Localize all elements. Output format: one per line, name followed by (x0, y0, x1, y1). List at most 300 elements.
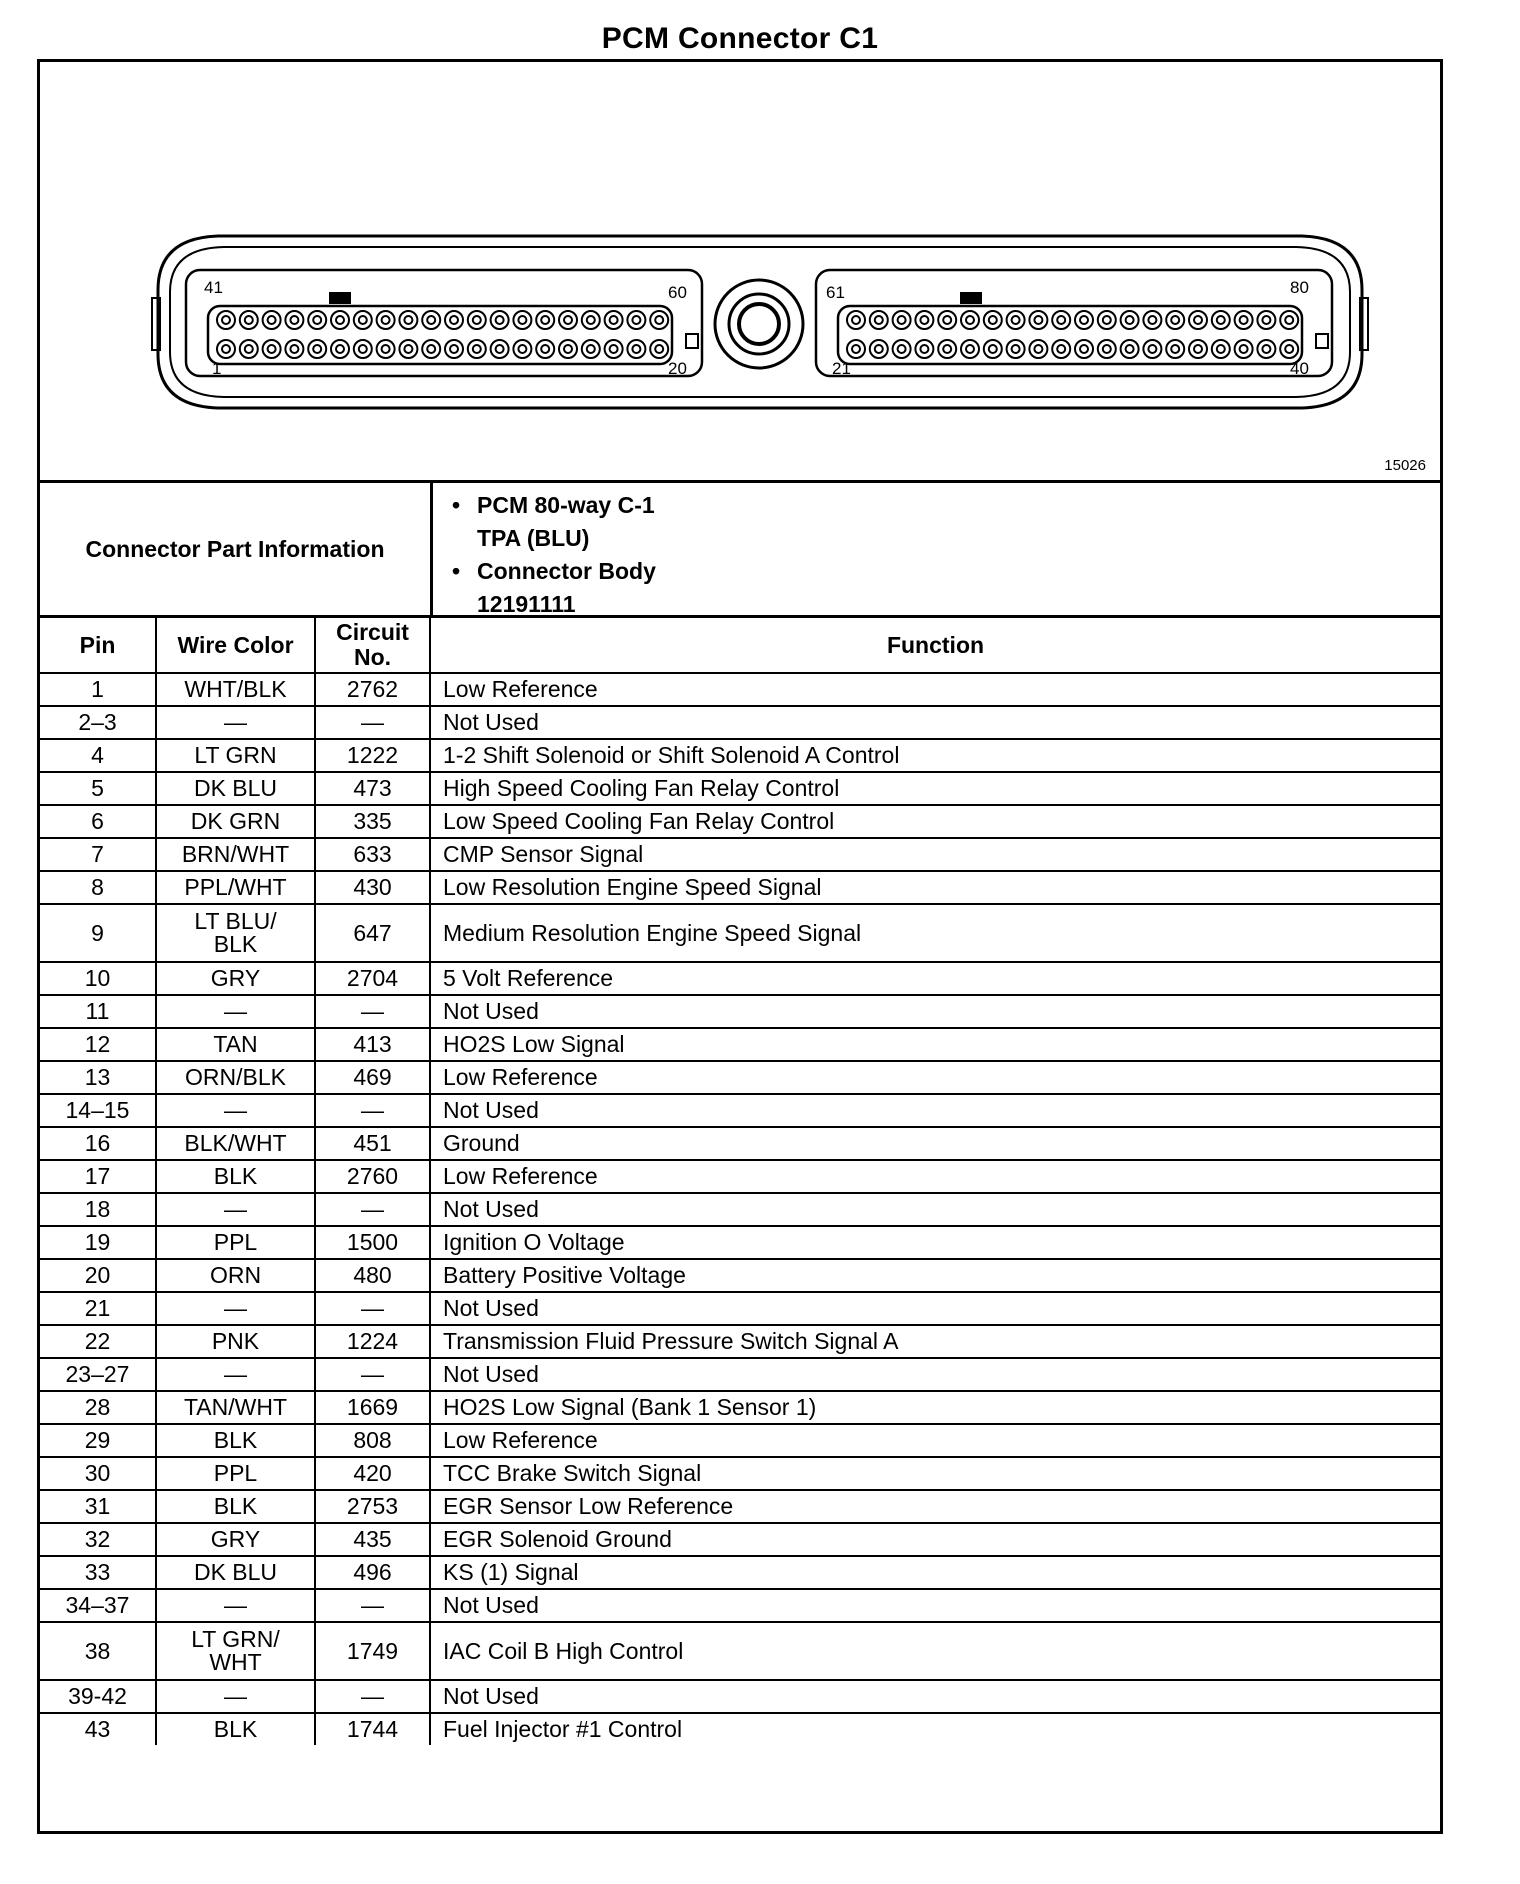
table-row (40, 739, 1440, 772)
pin-hole (1166, 340, 1184, 358)
function-cell: Not Used (430, 1589, 1440, 1622)
pin-hole-center (541, 345, 549, 353)
table-row (40, 1358, 1440, 1391)
wire-color-cell: — (156, 1589, 315, 1622)
pin-label-40: 40 (1290, 359, 1309, 378)
circuit-cell: 469 (315, 1061, 430, 1094)
pin-label-20: 20 (668, 359, 687, 378)
table-row (40, 1226, 1440, 1259)
bullet-icon: • (452, 558, 461, 584)
circuit-cell: 1224 (315, 1325, 430, 1358)
pin-hole (893, 311, 911, 329)
pin-cell: 14–15 (40, 1094, 156, 1127)
pin-hole (582, 311, 600, 329)
pin-hole-center (966, 345, 974, 353)
pin-hole (1257, 340, 1275, 358)
pin-hole-center (1194, 316, 1202, 324)
pin-cell: 5 (40, 772, 156, 805)
circuit-cell: 451 (315, 1127, 430, 1160)
pin-hole (605, 340, 623, 358)
pin-hole (627, 340, 645, 358)
wire-color-cell: PPL/WHT (156, 871, 315, 904)
pin-hole (354, 340, 372, 358)
pin-hole (938, 311, 956, 329)
pin-hole-center (222, 316, 230, 324)
pin-hole (399, 311, 417, 329)
pin-hole-center (1171, 316, 1179, 324)
header-circuit-line2: No. (353, 644, 392, 670)
pin-hole (1280, 311, 1298, 329)
table-row (40, 805, 1440, 838)
function-cell: EGR Solenoid Ground (430, 1523, 1440, 1556)
part-info-item (452, 489, 656, 522)
pin-hole-center (518, 316, 526, 324)
pin-cell: 17 (40, 1160, 156, 1193)
wire-color-cell: LT GRN (156, 739, 315, 772)
pin-hole (445, 340, 463, 358)
pin-cell: 19 (40, 1226, 156, 1259)
pin-hole (468, 340, 486, 358)
connector-sheet (37, 59, 1443, 1834)
pin-label-80: 80 (1290, 278, 1309, 297)
wire-color-cell: BLK/WHT (156, 1127, 315, 1160)
pin-cell: 20 (40, 1259, 156, 1292)
pin-cell: 9 (40, 904, 156, 962)
function-cell: 5 Volt Reference (430, 962, 1440, 995)
pin-hole (627, 311, 645, 329)
table-row (40, 1094, 1440, 1127)
wire-color-cell: BLK (156, 1424, 315, 1457)
pin-hole (1098, 311, 1116, 329)
connector-outer-shell (158, 236, 1362, 408)
pin-hole (354, 311, 372, 329)
table-row (40, 1490, 1440, 1523)
pin-cell: 39-42 (40, 1680, 156, 1713)
circuit-cell: 1222 (315, 739, 430, 772)
table-row (40, 838, 1440, 871)
circuit-cell: 647 (315, 904, 430, 962)
pin-cell: 18 (40, 1193, 156, 1226)
pin-cell: 1 (40, 673, 156, 706)
table-row (40, 1713, 1440, 1745)
pin-hole (331, 340, 349, 358)
connector-part-info-label: Connector Part Information (40, 483, 433, 615)
pin-hole (1075, 311, 1093, 329)
table-row (40, 904, 1440, 962)
pin-hole (847, 311, 865, 329)
wire-color-cell: DK GRN (156, 805, 315, 838)
wire-color-cell: PNK (156, 1325, 315, 1358)
pinout-table (40, 618, 1440, 1745)
pin-hole (1029, 311, 1047, 329)
pin-hole-center (450, 316, 458, 324)
wire-color-line: LT BLU/ (194, 908, 277, 934)
pin-hole-center (1240, 316, 1248, 324)
table-row (40, 1259, 1440, 1292)
wire-color-cell (156, 904, 315, 962)
pin-hole-center (427, 316, 435, 324)
pin-hole-center (222, 345, 230, 353)
pin-hole-center (1080, 316, 1088, 324)
pin-hole-center (496, 316, 504, 324)
pin-hole-center (518, 345, 526, 353)
circuit-cell: 480 (315, 1259, 430, 1292)
pin-hole-center (852, 316, 860, 324)
table-row (40, 995, 1440, 1028)
pin-cell: 6 (40, 805, 156, 838)
pin-hole-center (268, 316, 276, 324)
function-cell: Not Used (430, 1680, 1440, 1713)
pin-hole (217, 340, 235, 358)
pin-hole-center (313, 345, 321, 353)
pin-hole (513, 340, 531, 358)
function-cell: Low Resolution Engine Speed Signal (430, 871, 1440, 904)
pin-hole-center (1285, 316, 1293, 324)
table-row (40, 1622, 1440, 1680)
table-row (40, 1028, 1440, 1061)
table-header-row (40, 618, 1440, 673)
function-cell: Low Reference (430, 1160, 1440, 1193)
circuit-cell: 413 (315, 1028, 430, 1061)
table-row (40, 1061, 1440, 1094)
function-cell: 1-2 Shift Solenoid or Shift Solenoid A Control (430, 739, 1440, 772)
pin-hole-center (1194, 345, 1202, 353)
pin-hole (582, 340, 600, 358)
table-row (40, 1292, 1440, 1325)
pin-hole-center (943, 345, 951, 353)
pin-hole (961, 311, 979, 329)
wire-color-cell: GRY (156, 962, 315, 995)
pin-hole (1257, 311, 1275, 329)
table-row (40, 1680, 1440, 1713)
pin-hole (217, 311, 235, 329)
pin-hole (422, 311, 440, 329)
wire-color-cell: — (156, 1094, 315, 1127)
circuit-cell: 2762 (315, 673, 430, 706)
function-cell: Transmission Fluid Pressure Switch Signal A (430, 1325, 1440, 1358)
pin-hole (1189, 340, 1207, 358)
pin-hole (263, 311, 281, 329)
pin-hole-center (1034, 345, 1042, 353)
pin-hole (1052, 311, 1070, 329)
part-info-line: 12191111 (477, 591, 576, 617)
page-title: PCM Connector C1 (601, 22, 879, 55)
pin-hole-center (655, 345, 663, 353)
function-cell: Battery Positive Voltage (430, 1259, 1440, 1292)
pin-cell: 13 (40, 1061, 156, 1094)
pin-hole (1212, 340, 1230, 358)
table-row (40, 706, 1440, 739)
pin-cell: 2–3 (40, 706, 156, 739)
pin-hole-center (1012, 316, 1020, 324)
right-polarity-mark (960, 292, 982, 304)
pin-hole (1052, 340, 1070, 358)
function-cell: High Speed Cooling Fan Relay Control (430, 772, 1440, 805)
pin-hole-center (1171, 345, 1179, 353)
pin-hole-center (1148, 316, 1156, 324)
pin-hole-center (610, 345, 618, 353)
circuit-cell: 1669 (315, 1391, 430, 1424)
pin-hole-center (989, 345, 997, 353)
pin-hole-center (1057, 345, 1065, 353)
wire-color-cell: BRN/WHT (156, 838, 315, 871)
circuit-cell: 335 (315, 805, 430, 838)
pin-hole (1235, 340, 1253, 358)
table-row (40, 1523, 1440, 1556)
pin-hole-center (1057, 316, 1065, 324)
pin-hole (1121, 311, 1139, 329)
pin-hole (1007, 311, 1025, 329)
table-row (40, 1160, 1440, 1193)
function-cell: Not Used (430, 1094, 1440, 1127)
pin-hole (445, 311, 463, 329)
wire-color-cell: — (156, 1292, 315, 1325)
pin-hole (377, 340, 395, 358)
pin-hole (513, 311, 531, 329)
wire-color-cell: ORN/BLK (156, 1061, 315, 1094)
wire-color-cell: GRY (156, 1523, 315, 1556)
part-info-line: Connector Body (477, 558, 656, 584)
center-bolt-inner (739, 304, 779, 344)
pin-hole (399, 340, 417, 358)
pin-hole (559, 340, 577, 358)
pin-cell: 28 (40, 1391, 156, 1424)
pin-cell: 33 (40, 1556, 156, 1589)
pin-hole (1212, 311, 1230, 329)
table-row (40, 871, 1440, 904)
pin-cell: 31 (40, 1490, 156, 1523)
table-row (40, 1556, 1440, 1589)
pin-hole (938, 340, 956, 358)
pin-hole-center (313, 316, 321, 324)
function-cell: Low Reference (430, 1424, 1440, 1457)
pin-hole (331, 311, 349, 329)
circuit-cell: 1744 (315, 1713, 430, 1745)
circuit-cell: 496 (315, 1556, 430, 1589)
pin-hole-center (852, 345, 860, 353)
pin-hole (1189, 311, 1207, 329)
wire-color-cell: TAN/WHT (156, 1391, 315, 1424)
function-cell: Fuel Injector #1 Control (430, 1713, 1440, 1745)
wire-color-cell: DK BLU (156, 1556, 315, 1589)
circuit-cell: 420 (315, 1457, 430, 1490)
pin-hole (1143, 340, 1161, 358)
pin-hole-center (898, 316, 906, 324)
pin-cell: 38 (40, 1622, 156, 1680)
pin-cell: 21 (40, 1292, 156, 1325)
pin-label-60: 60 (668, 283, 687, 302)
function-cell: Not Used (430, 1292, 1440, 1325)
wire-color-cell: — (156, 706, 315, 739)
pin-hole (377, 311, 395, 329)
pin-hole-center (1103, 316, 1111, 324)
pin-hole-center (245, 316, 253, 324)
pin-hole (915, 311, 933, 329)
pin-hole (893, 340, 911, 358)
circuit-cell: 473 (315, 772, 430, 805)
pin-hole (1098, 340, 1116, 358)
table-row (40, 1457, 1440, 1490)
circuit-cell: — (315, 706, 430, 739)
pin-hole-center (382, 316, 390, 324)
header-pin: Pin (40, 618, 156, 673)
function-cell: KS (1) Signal (430, 1556, 1440, 1589)
wire-color-cell (156, 1622, 315, 1680)
pin-hole-center (564, 316, 572, 324)
connector-part-info (40, 483, 1440, 618)
pin-hole (468, 311, 486, 329)
wire-color-cell: WHT/BLK (156, 673, 315, 706)
pin-hole-center (1285, 345, 1293, 353)
pin-cell: 32 (40, 1523, 156, 1556)
table-row (40, 673, 1440, 706)
pin-hole (650, 340, 668, 358)
circuit-cell: — (315, 1094, 430, 1127)
wire-color-cell: PPL (156, 1226, 315, 1259)
pin-hole-center (587, 316, 595, 324)
function-cell: Low Reference (430, 1061, 1440, 1094)
wire-color-cell: — (156, 1680, 315, 1713)
right-key-slot (1316, 334, 1328, 348)
pin-cell: 7 (40, 838, 156, 871)
pin-cell: 30 (40, 1457, 156, 1490)
pin-hole (285, 340, 303, 358)
circuit-cell: — (315, 1358, 430, 1391)
pin-hole-center (1217, 345, 1225, 353)
pin-hole-center (359, 345, 367, 353)
pin-hole-center (1103, 345, 1111, 353)
function-cell: Not Used (430, 1358, 1440, 1391)
pin-hole-center (1126, 316, 1134, 324)
pin-hole-center (1148, 345, 1156, 353)
circuit-cell: 808 (315, 1424, 430, 1457)
function-cell: CMP Sensor Signal (430, 838, 1440, 871)
pin-label-61: 61 (826, 283, 845, 302)
circuit-cell: 2704 (315, 962, 430, 995)
pin-hole-center (473, 316, 481, 324)
pin-hole-center (1262, 345, 1270, 353)
pin-hole (1235, 311, 1253, 329)
pin-hole-center (1262, 316, 1270, 324)
pin-hole-center (966, 316, 974, 324)
table-row (40, 1391, 1440, 1424)
pin-hole-center (473, 345, 481, 353)
table-row (40, 772, 1440, 805)
pin-hole-center (290, 345, 298, 353)
pin-cell: 16 (40, 1127, 156, 1160)
table-row (40, 1589, 1440, 1622)
pin-hole-center (1034, 316, 1042, 324)
pin-hole-center (382, 345, 390, 353)
table-row (40, 1193, 1440, 1226)
pin-cell: 29 (40, 1424, 156, 1457)
pin-hole-center (496, 345, 504, 353)
pin-hole (1280, 340, 1298, 358)
table-row (40, 1325, 1440, 1358)
pin-hole-center (632, 345, 640, 353)
header-wire-color: Wire Color (156, 618, 315, 673)
circuit-cell: 2760 (315, 1160, 430, 1193)
pin-cell: 11 (40, 995, 156, 1028)
pin-hole (847, 340, 865, 358)
pin-hole (605, 311, 623, 329)
pin-hole-center (920, 345, 928, 353)
function-cell: Low Speed Cooling Fan Relay Control (430, 805, 1440, 838)
pin-hole-center (290, 316, 298, 324)
part-info-line: PCM 80-way C-1 (477, 492, 655, 518)
pin-hole (422, 340, 440, 358)
pin-cell: 34–37 (40, 1589, 156, 1622)
part-info-line: TPA (BLU) (477, 525, 590, 551)
function-cell: Not Used (430, 706, 1440, 739)
function-cell: HO2S Low Signal (Bank 1 Sensor 1) (430, 1391, 1440, 1424)
wire-color-cell: BLK (156, 1490, 315, 1523)
pin-hole (559, 311, 577, 329)
pin-cell: 43 (40, 1713, 156, 1745)
pin-cell: 8 (40, 871, 156, 904)
connector-face-drawing (40, 62, 1440, 480)
pin-hole (308, 311, 326, 329)
pin-hole-center (404, 345, 412, 353)
circuit-cell: 2753 (315, 1490, 430, 1523)
table-row (40, 1127, 1440, 1160)
left-key-slot (686, 334, 698, 348)
pin-hole (1007, 340, 1025, 358)
function-cell: HO2S Low Signal (430, 1028, 1440, 1061)
function-cell: Not Used (430, 995, 1440, 1028)
pin-hole (870, 340, 888, 358)
pin-hole-center (989, 316, 997, 324)
pin-hole-center (898, 345, 906, 353)
pin-cell: 12 (40, 1028, 156, 1061)
wire-color-line: LT GRN/ (191, 1626, 280, 1652)
pin-hole-center (1080, 345, 1088, 353)
pin-hole (1121, 340, 1139, 358)
wire-color-line: BLK (213, 931, 258, 957)
pin-hole-center (875, 316, 883, 324)
pin-hole-center (943, 316, 951, 324)
function-cell: Low Reference (430, 673, 1440, 706)
wire-color-cell: TAN (156, 1028, 315, 1061)
function-cell: EGR Sensor Low Reference (430, 1490, 1440, 1523)
header-circuit-line1: Circuit (336, 619, 409, 645)
pin-hole-center (920, 316, 928, 324)
pin-hole (240, 340, 258, 358)
pin-hole (491, 311, 509, 329)
connector-part-info-list (452, 489, 656, 621)
pin-hole (915, 340, 933, 358)
pin-hole-center (1240, 345, 1248, 353)
pin-hole-center (359, 316, 367, 324)
pin-hole (650, 311, 668, 329)
wire-color-cell: — (156, 995, 315, 1028)
function-cell: Ignition O Voltage (430, 1226, 1440, 1259)
circuit-cell: 435 (315, 1523, 430, 1556)
function-cell: TCC Brake Switch Signal (430, 1457, 1440, 1490)
circuit-cell: — (315, 1292, 430, 1325)
pin-hole-center (268, 345, 276, 353)
pin-hole-center (336, 345, 344, 353)
pin-hole-center (632, 316, 640, 324)
pin-hole (1166, 311, 1184, 329)
pin-hole-center (1012, 345, 1020, 353)
pin-label-21: 21 (832, 359, 851, 378)
wire-color-cell: — (156, 1358, 315, 1391)
wire-color-cell: — (156, 1193, 315, 1226)
pin-hole (1143, 311, 1161, 329)
wire-color-cell: DK BLU (156, 772, 315, 805)
header-function: Function (430, 618, 1440, 673)
